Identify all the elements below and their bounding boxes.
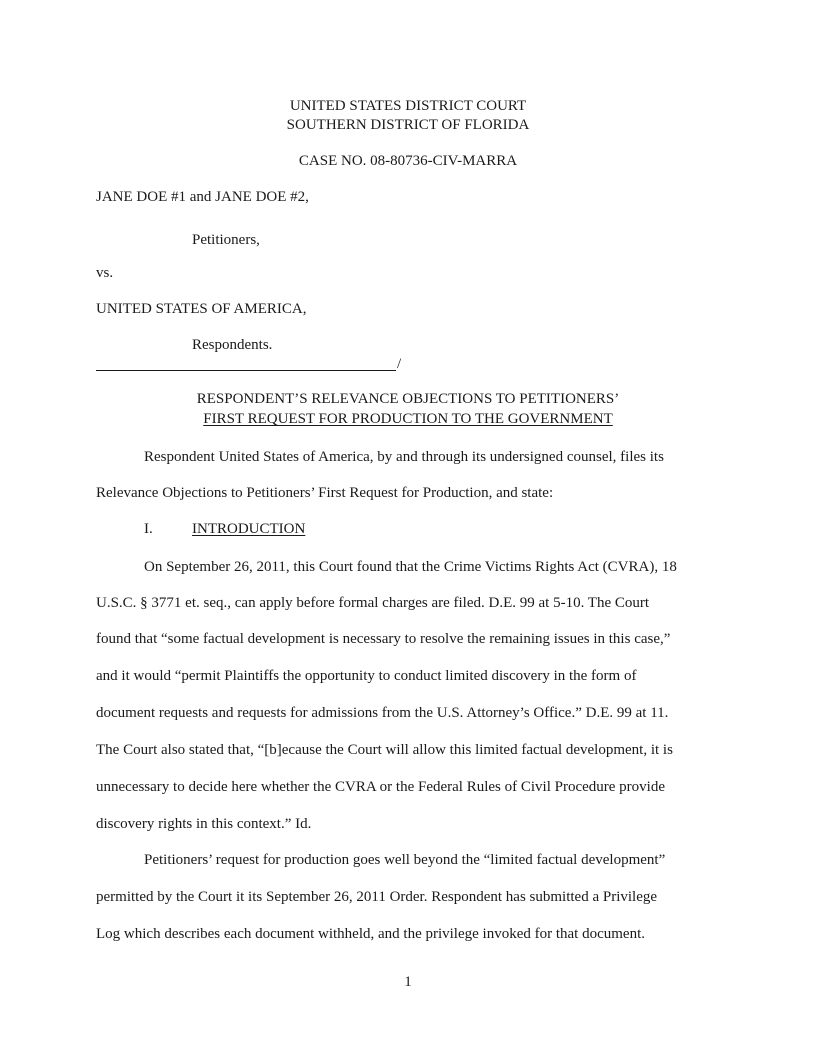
para1-line-2: U.S.C. § 3771 et. seq., can apply before formal charges are filed. D.E. 99 at 5-10. The Court bbox=[96, 595, 650, 611]
petitioners-names: JANE DOE #1 and JANE DOE #2, bbox=[96, 189, 309, 205]
section-number: I. bbox=[144, 521, 153, 537]
caption-rule-end: / bbox=[397, 356, 402, 372]
page-number: 1 bbox=[404, 974, 412, 990]
section-heading: INTRODUCTION bbox=[192, 521, 306, 537]
intro-line-2: Relevance Objections to Petitioners’ First Request for Production, and state: bbox=[96, 485, 554, 501]
court-name-line1: UNITED STATES DISTRICT COURT bbox=[289, 98, 527, 114]
petitioners-role: Petitioners, bbox=[192, 232, 260, 248]
caption-divider-rule bbox=[96, 370, 396, 371]
respondent-role: Respondents. bbox=[192, 337, 273, 353]
para2-line-2: permitted by the Court it its September 26, 2011 Order. Respondent has submitted a Privilege bbox=[96, 889, 658, 905]
case-number: CASE NO. 08-80736-CIV-MARRA bbox=[298, 153, 518, 169]
para1-line-4: and it would “permit Plaintiffs the opportunity to conduct limited discovery in the form of bbox=[96, 668, 637, 684]
respondent-name: UNITED STATES OF AMERICA, bbox=[96, 301, 307, 317]
document-title-line1: RESPONDENT’S RELEVANCE OBJECTIONS TO PETITIONERS’ bbox=[196, 391, 620, 407]
para2-line-1: Petitioners’ request for production goes well beyond the “limited factual development” bbox=[144, 852, 666, 868]
para1-line-8: discovery rights in this context.” Id. bbox=[96, 816, 312, 832]
para1-line-7: unnecessary to decide here whether the CVRA or the Federal Rules of Civil Procedure provide bbox=[96, 779, 665, 795]
court-name-line2: SOUTHERN DISTRICT OF FLORIDA bbox=[286, 117, 530, 133]
document-title-line2: FIRST REQUEST FOR PRODUCTION TO THE GOVERNMENT bbox=[203, 411, 613, 427]
intro-line-1: Respondent United States of America, by and through its undersigned counsel, files its bbox=[144, 449, 664, 465]
para1-line-5: document requests and requests for admissions from the U.S. Attorney’s Office.” D.E. 99 at 11. bbox=[96, 705, 669, 721]
para1-line-3: found that “some factual development is necessary to resolve the remaining issues in this case,” bbox=[96, 631, 671, 647]
para1-line-6: The Court also stated that, “[b]ecause the Court will allow this limited factual development, it is bbox=[96, 742, 673, 758]
versus-label: vs. bbox=[96, 265, 114, 281]
para2-line-3: Log which describes each document withheld, and the privilege invoked for that document. bbox=[96, 926, 646, 942]
para1-line-1: On September 26, 2011, this Court found that the Crime Victims Rights Act (CVRA), 18 bbox=[144, 559, 677, 575]
